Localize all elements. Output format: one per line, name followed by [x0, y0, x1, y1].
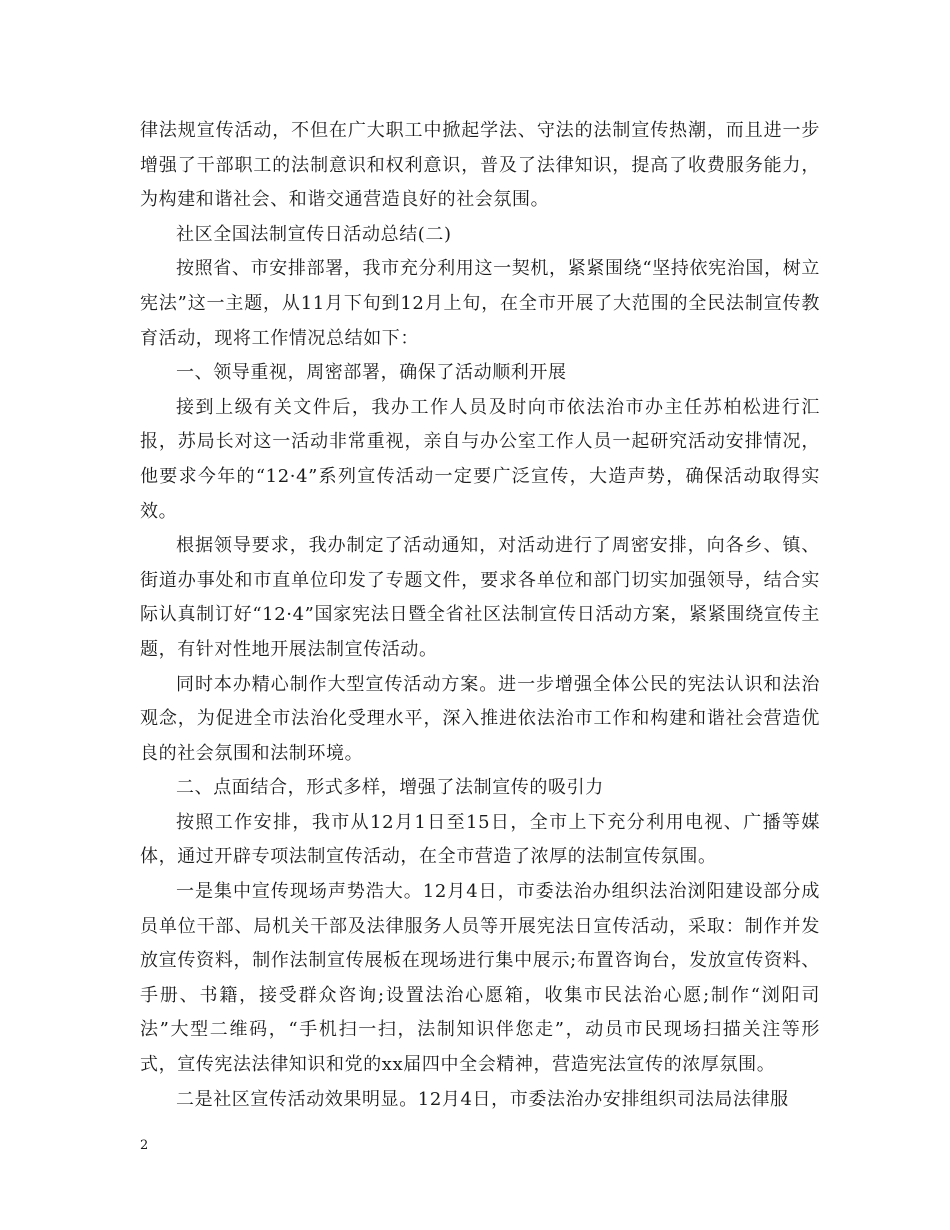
paragraph-report: 接到上级有关文件后，我办工作人员及时向市依法治市办主任苏柏松进行汇报，苏局长对这一活动非常重视，亲自与办公室工作人员一起研究活动安排情况，他要求今年的“12·4”系列宣传活动一定要广泛宣传，大造声势，确保活动取得实效。 [140, 396, 820, 522]
paragraph-requirements: 根据领导要求，我办制定了活动通知，对活动进行了周密安排，向各乡、镇、街道办事处和市直单位印发了专题文件，要求各单位和部门切实加强领导，结合实际认真制订好“12·4”国家宪法日暨全省社区法制宣传日活动方案，紧紧围绕宣传主题，有针对性地开展法制宣传活动。 [140, 535, 820, 660]
document-body [140, 114, 820, 1117]
paragraph-intro: 按照省、市安排部署，我市充分利用这一契机，紧紧围绕“坚持依宪治国，树立宪法”这一主题，从11月下旬到12月上旬，在全市开展了大范围的全民法制宣传教育活动，现将工作情况总结如下： [140, 258, 820, 349]
heading-one: 一、领导重视，周密部署，确保了活动顺利开展 [176, 362, 567, 384]
paragraph-plan: 同时本办精心制作大型宣传活动方案。进一步增强全体公民的宪法认识和法治观念，为促进全市法治化受理水平，深入推进依法治市工作和构建和谐社会营造优良的社会氛围和法制环境。 [140, 673, 820, 764]
paragraph-schedule: 按照工作安排，我市从12月1日至15日，全市上下充分利用电视、广播等媒体，通过开辟专项法制宣传活动，在全市营造了浓厚的法制宣传氛围。 [140, 811, 820, 868]
heading-two: 二、点面结合，形式多样，增强了法制宣传的吸引力 [176, 777, 604, 799]
page-number: 2 [140, 1138, 149, 1153]
paragraph-continuation: 律法规宣传活动，不但在广大职工中掀起学法、守法的法制宣传热潮，而且进一步增强了干部职工的法制意识和权利意识，普及了法律知识，提高了收费服务能力，为构建和谐社会、和谐交通营造良好的社会氛围。 [140, 120, 820, 211]
paragraph-point-two: 二是社区宣传活动效果明显。12月4日，市委法治办安排组织司法局法律服 [176, 1088, 789, 1110]
paragraph-point-one: 一是集中宣传现场声势浩大。12月4日，市委法治办组织法治浏阳建设部分成员单位干部、局机关干部及法律服务人员等开展宪法日宣传活动，采取：制作并发放宣传资料，制作法制宣传展板在现场进行集中展示;布置咨询台，发放宣传资料、手册、书籍，接受群众咨询;设置法治心愿箱，收集市民法治心愿;制作“浏阳司法”大型二维码，“手机扫一扫，法制知识伴您走”，动员市民现场扫描关注等形式，宣传宪法法律知识和党的xx届四中全会精神，营造宪法宣传的浓厚氛围。 [140, 881, 820, 1076]
section-title: 社区全国法制宣传日活动总结(二) [176, 223, 452, 245]
